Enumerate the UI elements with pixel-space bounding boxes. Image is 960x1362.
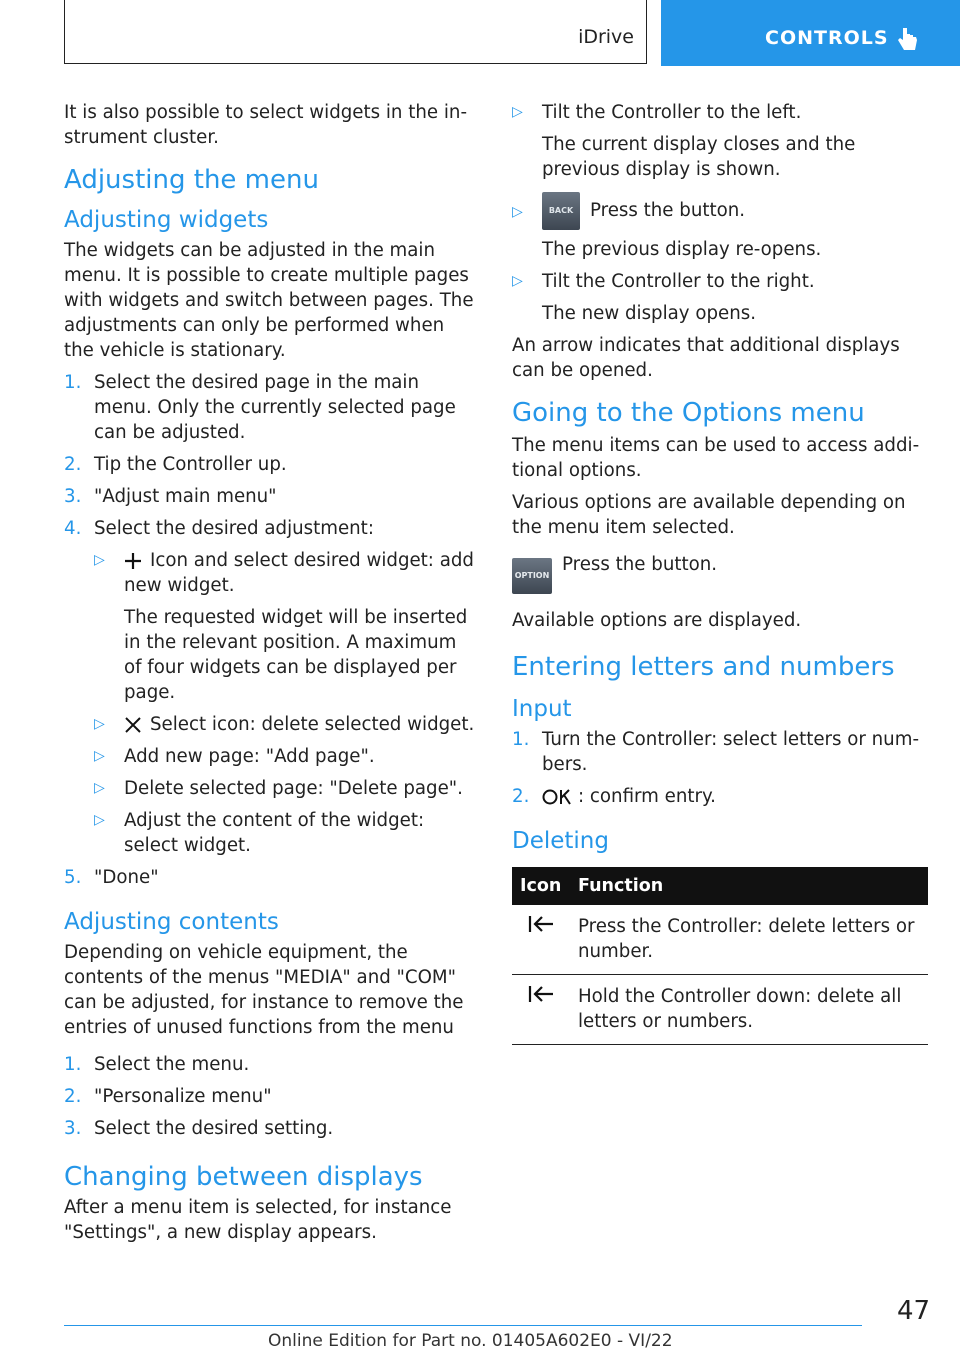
table-cell-icon bbox=[512, 905, 570, 975]
bullet-item bbox=[94, 712, 478, 737]
options-available-paragraph: Available options are displayed. bbox=[512, 610, 802, 631]
heading-options-menu: Going to the Options menu bbox=[512, 398, 865, 428]
list-item bbox=[64, 516, 478, 858]
list-number: 1. bbox=[512, 729, 530, 750]
bullet-text: Press the button. bbox=[590, 200, 746, 221]
list-item bbox=[512, 727, 928, 777]
list-number: 5. bbox=[64, 867, 82, 888]
bullet-triangle-icon: ▷ bbox=[94, 716, 105, 732]
list-number: 2. bbox=[64, 454, 82, 475]
bullet-text: Tilt the Controller to the right. bbox=[542, 271, 815, 292]
bullet-item bbox=[94, 776, 478, 801]
option-button-icon: OPTION bbox=[512, 558, 552, 594]
bullet-item bbox=[512, 100, 928, 182]
heading-adjusting-menu: Adjusting the menu bbox=[64, 165, 319, 195]
bullet-triangle-icon: ▷ bbox=[94, 748, 105, 764]
list-item bbox=[64, 1084, 478, 1109]
header-section-title: iDrive bbox=[578, 26, 634, 48]
deleting-table bbox=[512, 867, 928, 1045]
bullet-text: Icon and select desired widget: add new widget. bbox=[124, 550, 474, 596]
bullet-subtext: The new display opens. bbox=[542, 303, 756, 324]
right-column bbox=[512, 100, 928, 1045]
bullet-triangle-icon: ▷ bbox=[512, 204, 523, 220]
bullet-triangle-icon: ▷ bbox=[94, 780, 105, 796]
table-header-row bbox=[512, 867, 928, 905]
heading-deleting: Deleting bbox=[512, 828, 609, 854]
list-number: 3. bbox=[64, 486, 82, 507]
table-row bbox=[512, 975, 928, 1045]
list-text: Select the menu. bbox=[94, 1054, 250, 1075]
table-header-function: Function bbox=[570, 867, 928, 905]
list-text: Select the desired page in the main menu. Only the currently selected page can be adjusted. bbox=[94, 372, 456, 443]
bullet-text: Tilt the Controller to the left. bbox=[542, 102, 802, 123]
heading-adjusting-widgets: Adjusting widgets bbox=[64, 207, 269, 233]
table-cell-icon bbox=[512, 975, 570, 1045]
footer-edition: Online Edition for Part no. 01405A602E0 - VI/22 bbox=[268, 1331, 673, 1351]
list-number: 1. bbox=[64, 1054, 82, 1075]
contents-paragraph: Depending on vehicle equipment, the contents of the menus "MEDIA" and "COM" can be adjusted, for instance to remove the entries of unused functions from the menu bbox=[64, 942, 464, 1038]
table-cell-function: Press the Controller: delete letters or number. bbox=[570, 905, 928, 975]
bullet-item bbox=[94, 744, 478, 769]
bullet-triangle-icon: ▷ bbox=[94, 812, 105, 828]
bullet-item bbox=[512, 269, 928, 326]
header-chapter-title: CONTROLS bbox=[765, 27, 889, 49]
delete-back-icon bbox=[527, 914, 555, 934]
table-header-icon: Icon bbox=[512, 867, 570, 905]
bullet-item bbox=[94, 808, 478, 858]
bullet-subtext: The current display closes and the previous display is shown. bbox=[542, 134, 856, 180]
plus-icon bbox=[124, 552, 142, 570]
bullet-triangle-icon: ▷ bbox=[94, 552, 105, 568]
left-column bbox=[64, 100, 478, 1252]
heading-adjusting-contents: Adjusting contents bbox=[64, 909, 279, 935]
bullet-subtext: The requested widget will be inserted in the relevant position. A maximum of four widgets can be displayed per page. bbox=[124, 607, 468, 703]
heading-changing-displays: Changing between displays bbox=[64, 1162, 423, 1192]
list-text: "Adjust main menu" bbox=[94, 486, 277, 507]
hand-pointer-icon bbox=[897, 26, 919, 52]
list-text: "Personalize menu" bbox=[94, 1086, 272, 1107]
bullet-subtext: The previous display re-opens. bbox=[542, 239, 822, 260]
list-item bbox=[64, 484, 478, 509]
option-press-text: Press the button. bbox=[562, 554, 718, 575]
options-paragraph-1: The menu items can be used to access additional options. bbox=[512, 435, 920, 481]
changing-paragraph: After a menu item is selected, for instance "Settings", a new display appears. bbox=[64, 1197, 452, 1243]
list-item bbox=[64, 370, 478, 445]
list-text: Select the desired setting. bbox=[94, 1118, 334, 1139]
bullet-triangle-icon: ▷ bbox=[512, 104, 523, 120]
arrow-paragraph: An arrow indicates that additional displays can be opened. bbox=[512, 335, 900, 381]
list-text: Select the desired adjustment: bbox=[94, 518, 374, 539]
list-number: 1. bbox=[64, 372, 82, 393]
bullet-text: Add new page: "Add page". bbox=[124, 746, 375, 767]
intro-paragraph: It is also possible to select widgets in the instrument cluster. bbox=[64, 102, 468, 148]
table-row bbox=[512, 905, 928, 975]
page-number: 47 bbox=[897, 1296, 931, 1326]
header-chapter-tab bbox=[661, 0, 960, 66]
list-item bbox=[64, 1116, 478, 1141]
list-number: 4. bbox=[64, 518, 82, 539]
heading-input: Input bbox=[512, 696, 572, 722]
table-cell-function: Hold the Controller down: delete all letters or numbers. bbox=[570, 975, 928, 1045]
footer-divider bbox=[64, 1325, 862, 1326]
list-text: : confirm entry. bbox=[578, 786, 716, 807]
list-item bbox=[64, 1052, 478, 1077]
back-button-icon: BACK bbox=[542, 192, 580, 230]
list-number: 2. bbox=[512, 786, 530, 807]
bullet-text: Select icon: delete selected widget. bbox=[150, 714, 475, 735]
bullet-triangle-icon: ▷ bbox=[512, 273, 523, 289]
list-item bbox=[64, 452, 478, 477]
bullet-item bbox=[94, 548, 478, 705]
delete-back-icon bbox=[527, 984, 555, 1004]
ok-icon bbox=[542, 787, 574, 807]
list-item bbox=[512, 784, 928, 809]
header-section-box bbox=[64, 0, 647, 64]
list-text: Tip the Controller up. bbox=[94, 454, 287, 475]
bullet-item bbox=[512, 192, 928, 262]
bullet-text: Adjust the content of the widget: select widget. bbox=[124, 810, 425, 856]
bullet-text: Delete selected page: "Delete page". bbox=[124, 778, 463, 799]
list-number: 2. bbox=[64, 1086, 82, 1107]
list-item bbox=[64, 865, 478, 890]
options-paragraph-2: Various options are available depending on the menu item selected. bbox=[512, 492, 906, 538]
list-text: "Done" bbox=[94, 867, 159, 888]
list-number: 3. bbox=[64, 1118, 82, 1139]
option-button-row bbox=[512, 552, 928, 594]
heading-entering-letters: Entering letters and numbers bbox=[512, 652, 895, 682]
list-text: Turn the Controller: select letters or numbers. bbox=[542, 729, 920, 775]
widgets-paragraph: The widgets can be adjusted in the main menu. It is possible to create multiple pages with widgets and switch between pages. The adjustments can only be performed when the vehicle is stationary. bbox=[64, 240, 474, 361]
close-x-icon bbox=[124, 716, 142, 734]
